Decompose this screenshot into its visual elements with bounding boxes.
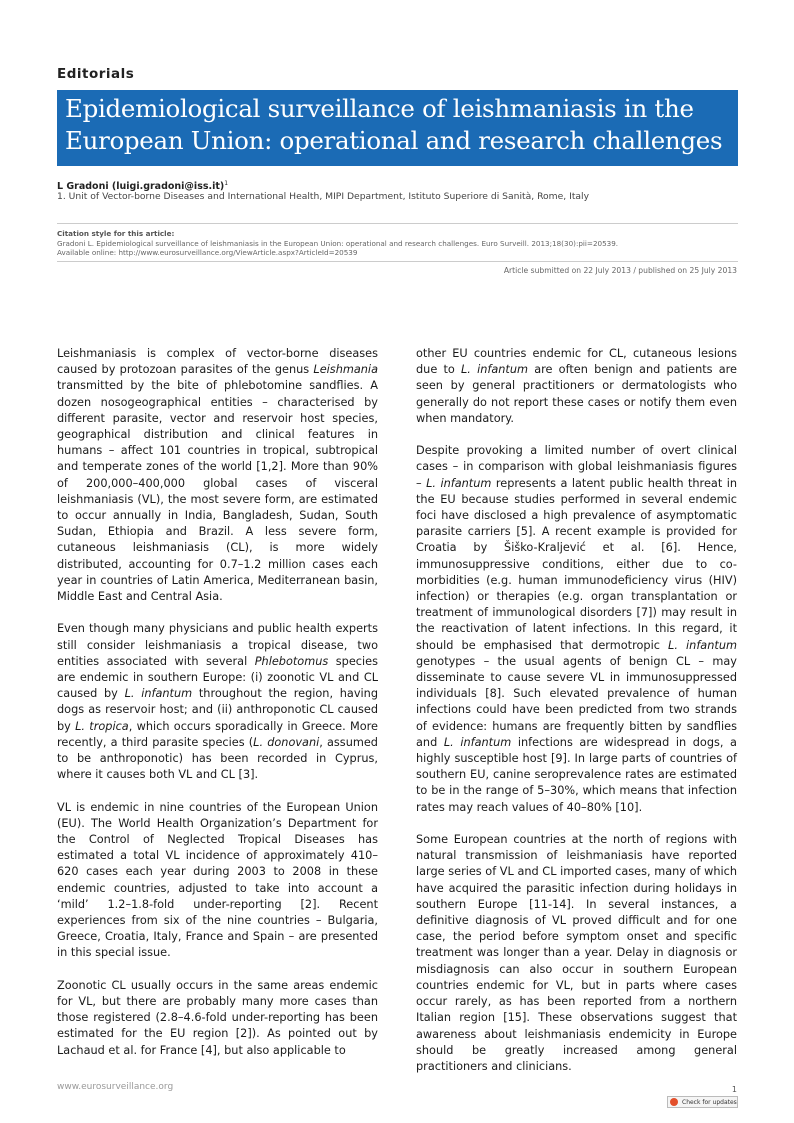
italic-term: Phlebotomus	[254, 654, 329, 668]
text-run: infections are widespread in dogs, a highly susceptible host [9]. In large parts of countries of southern EU, canine seroprevalence rates are estimated to be in the range of 5–30%, which means that infection rates may reach values of 40–80% [10].	[416, 735, 737, 814]
body-column-right	[416, 346, 737, 1091]
text-run: other EU countries endemic for CL, cutaneous lesions due to	[416, 347, 737, 377]
text-run: Despite provoking a limited number of overt clinical cases – in comparison with global leishmaniasis figures –	[416, 444, 737, 490]
text-run: Some European countries at the north of regions with natural transmission of leishmaniasis have reported large series of VL and CL imported cases, many of which have acquired the parasitic infection during holidays in southern Europe [11-14]. In several instances, a definitive diagnosis of VL proved difficult and for one case, the period before symptom onset and specific treatment was longer than a year. Delay in diagnosis or misdiagnosis can also occur in southern European countries endemic for VL, but in parts where cases occur rarely, as has been reported from a northern Italian region [15]. These observations suggest that awareness about leishmaniasis endemicity in Europe should be greatly increased among general practitioners and clinicians.	[416, 833, 737, 1073]
body-paragraph	[57, 978, 378, 1059]
body-paragraph	[57, 621, 378, 783]
body-column-left	[57, 346, 378, 1075]
citation-text: Gradoni L. Epidemiological surveillance of leishmaniasis in the European Union: operational and research challenges. Euro Surveill. 2013;18(30):pii=20539.	[57, 238, 619, 248]
crossmark-icon	[670, 1098, 678, 1106]
text-run: , assumed to be anthroponotic) has been recorded in Cyprus, where it causes both VL and CL [3].	[57, 735, 378, 782]
text-run: genotypes – the usual agents of benign CL – may disseminate to cause severe VL in immunosuppressed individuals [8]. Such elevated prevalence of human infections could have been predicted from two strands of evidence: humans are frequently bitten by sandflies and	[416, 654, 737, 749]
header-divider	[57, 223, 738, 224]
article-title-banner	[57, 90, 738, 166]
text-run: Zoonotic CL usually occurs in the same areas endemic for VL, but there are probably many more cases than those registered (2.8–4.6-fold under-reporting has been estimated for the EU region [2]). As pointed out by Lachaud et al. for France [4], but also applicable to	[57, 978, 378, 1057]
italic-term: Leishmania	[313, 363, 378, 377]
page-number: 1	[731, 1085, 737, 1094]
body-paragraph	[416, 832, 737, 1075]
italic-term: L. infantum	[461, 363, 529, 377]
author-affiliation-mark: 1	[224, 180, 229, 187]
text-run: Even though many physicians and public health experts still consider leishmaniasis a tropical disease, two entities associated with several	[57, 622, 378, 668]
italic-term: L. infantum	[426, 476, 492, 490]
citation-heading: Citation style for this article:	[57, 229, 175, 238]
author-name: L Gradoni (luigi.gradoni@iss.it)	[57, 181, 225, 193]
text-run: Leishmaniasis is complex of vector-borne diseases caused by protozoan parasites of the genus	[57, 347, 378, 377]
text-run: are often benign and patients are seen by general practitioners or dermatologists who generally do not report these cases or notify them even when mandatory.	[416, 363, 737, 425]
footer-website-link[interactable]: www.eurosurveillance.org	[57, 1082, 174, 1092]
section-label: Editorials	[57, 66, 135, 82]
check-for-updates-button[interactable]	[667, 1096, 738, 1108]
article-title-line-1: Epidemiological surveillance of leishmaniasis in the	[65, 94, 694, 123]
citation-divider	[57, 261, 738, 262]
body-paragraph	[57, 346, 378, 605]
submission-dates: Article submitted on 22 July 2013 / published on 25 July 2013	[503, 266, 737, 275]
text-run: VL is endemic in nine countries of the European Union (EU). The World Health Organization’s Department for the Control of Neglected Tropical Diseases has estimated a total VL incidence of approximately 410–620 cases each year during 2003 to 2008 in these endemic countries, adjusted to take into account a ‘mild’ 1.2–1.8-fold under-reporting [2]. Recent experiences from six of the nine countries – Bulgaria, Greece, Croatia, Italy, France and Spain – are presented in this special issue.	[57, 800, 378, 960]
text-run: species are endemic in southern Europe: (i) zoonotic VL and CL caused by	[57, 654, 378, 701]
body-paragraph	[416, 346, 737, 427]
text-run: transmitted by the bite of phlebotomine sandflies. A dozen nosogeographical entities – characterised by different parasite, vector and reservoir host species, geographical distribution and clinical features in humans – affect 101 countries in tropical, subtropical and temperate zones of the world [1,2]. More than 90% of 200,000–400,000 global cases of visceral leishmaniasis (VL), the most severe form, are estimated to occur annually in India, Bangladesh, Sudan, South Sudan, Ethiopia and Brazil. A less severe form, cutaneous leishmaniasis (CL), is more widely distributed, accounting for 0.7–1.2 million cases each year in countries of Latin America, Mediterranean basin, Middle East and Central Asia.	[57, 379, 378, 604]
article-title-line-2: European Union: operational and research challenges	[65, 126, 723, 155]
citation-available-link[interactable]: Available online: http://www.eurosurveillance.org/ViewArticle.aspx?ArticleId=20539	[57, 248, 358, 257]
italic-term: L. donovani	[253, 735, 320, 749]
check-for-updates-label: Check for updates	[682, 1098, 737, 1106]
italic-term: L. infantum	[124, 687, 193, 701]
italic-term: L. infantum	[668, 638, 737, 652]
affiliation: 1. Unit of Vector-borne Diseases and International Health, MIPI Department, Istituto Superiore di Sanità, Rome, Italy	[57, 191, 590, 202]
text-run: throughout the region, having dogs as reservoir host; and (ii) anthroponotic CL caused by	[57, 687, 378, 733]
body-paragraph	[57, 800, 378, 962]
text-run: represents a latent public health threat in the EU because studies performed in several endemic foci have disclosed a high prevalence of asymptomatic parasite carriers [5]. A recent example is provided for Croatia by Šiško-Kraljević et al. [6]. Hence, immunosuppressive conditions, either due to co-morbidities (e.g. human immunodeficiency virus (HIV) infection) or therapies (e.g. organ transplantation or treatment of immunological disorders [7]) may result in the reactivation of latent infections. In this regard, it should be emphasised that dermotropic	[416, 476, 737, 652]
body-paragraph	[416, 443, 737, 816]
italic-term: L. infantum	[443, 735, 512, 749]
italic-term: L. tropica	[75, 719, 129, 733]
text-run: , which occurs sporadically in Greece. More recently, a third parasite species (	[57, 719, 379, 749]
citation-block	[57, 229, 738, 258]
